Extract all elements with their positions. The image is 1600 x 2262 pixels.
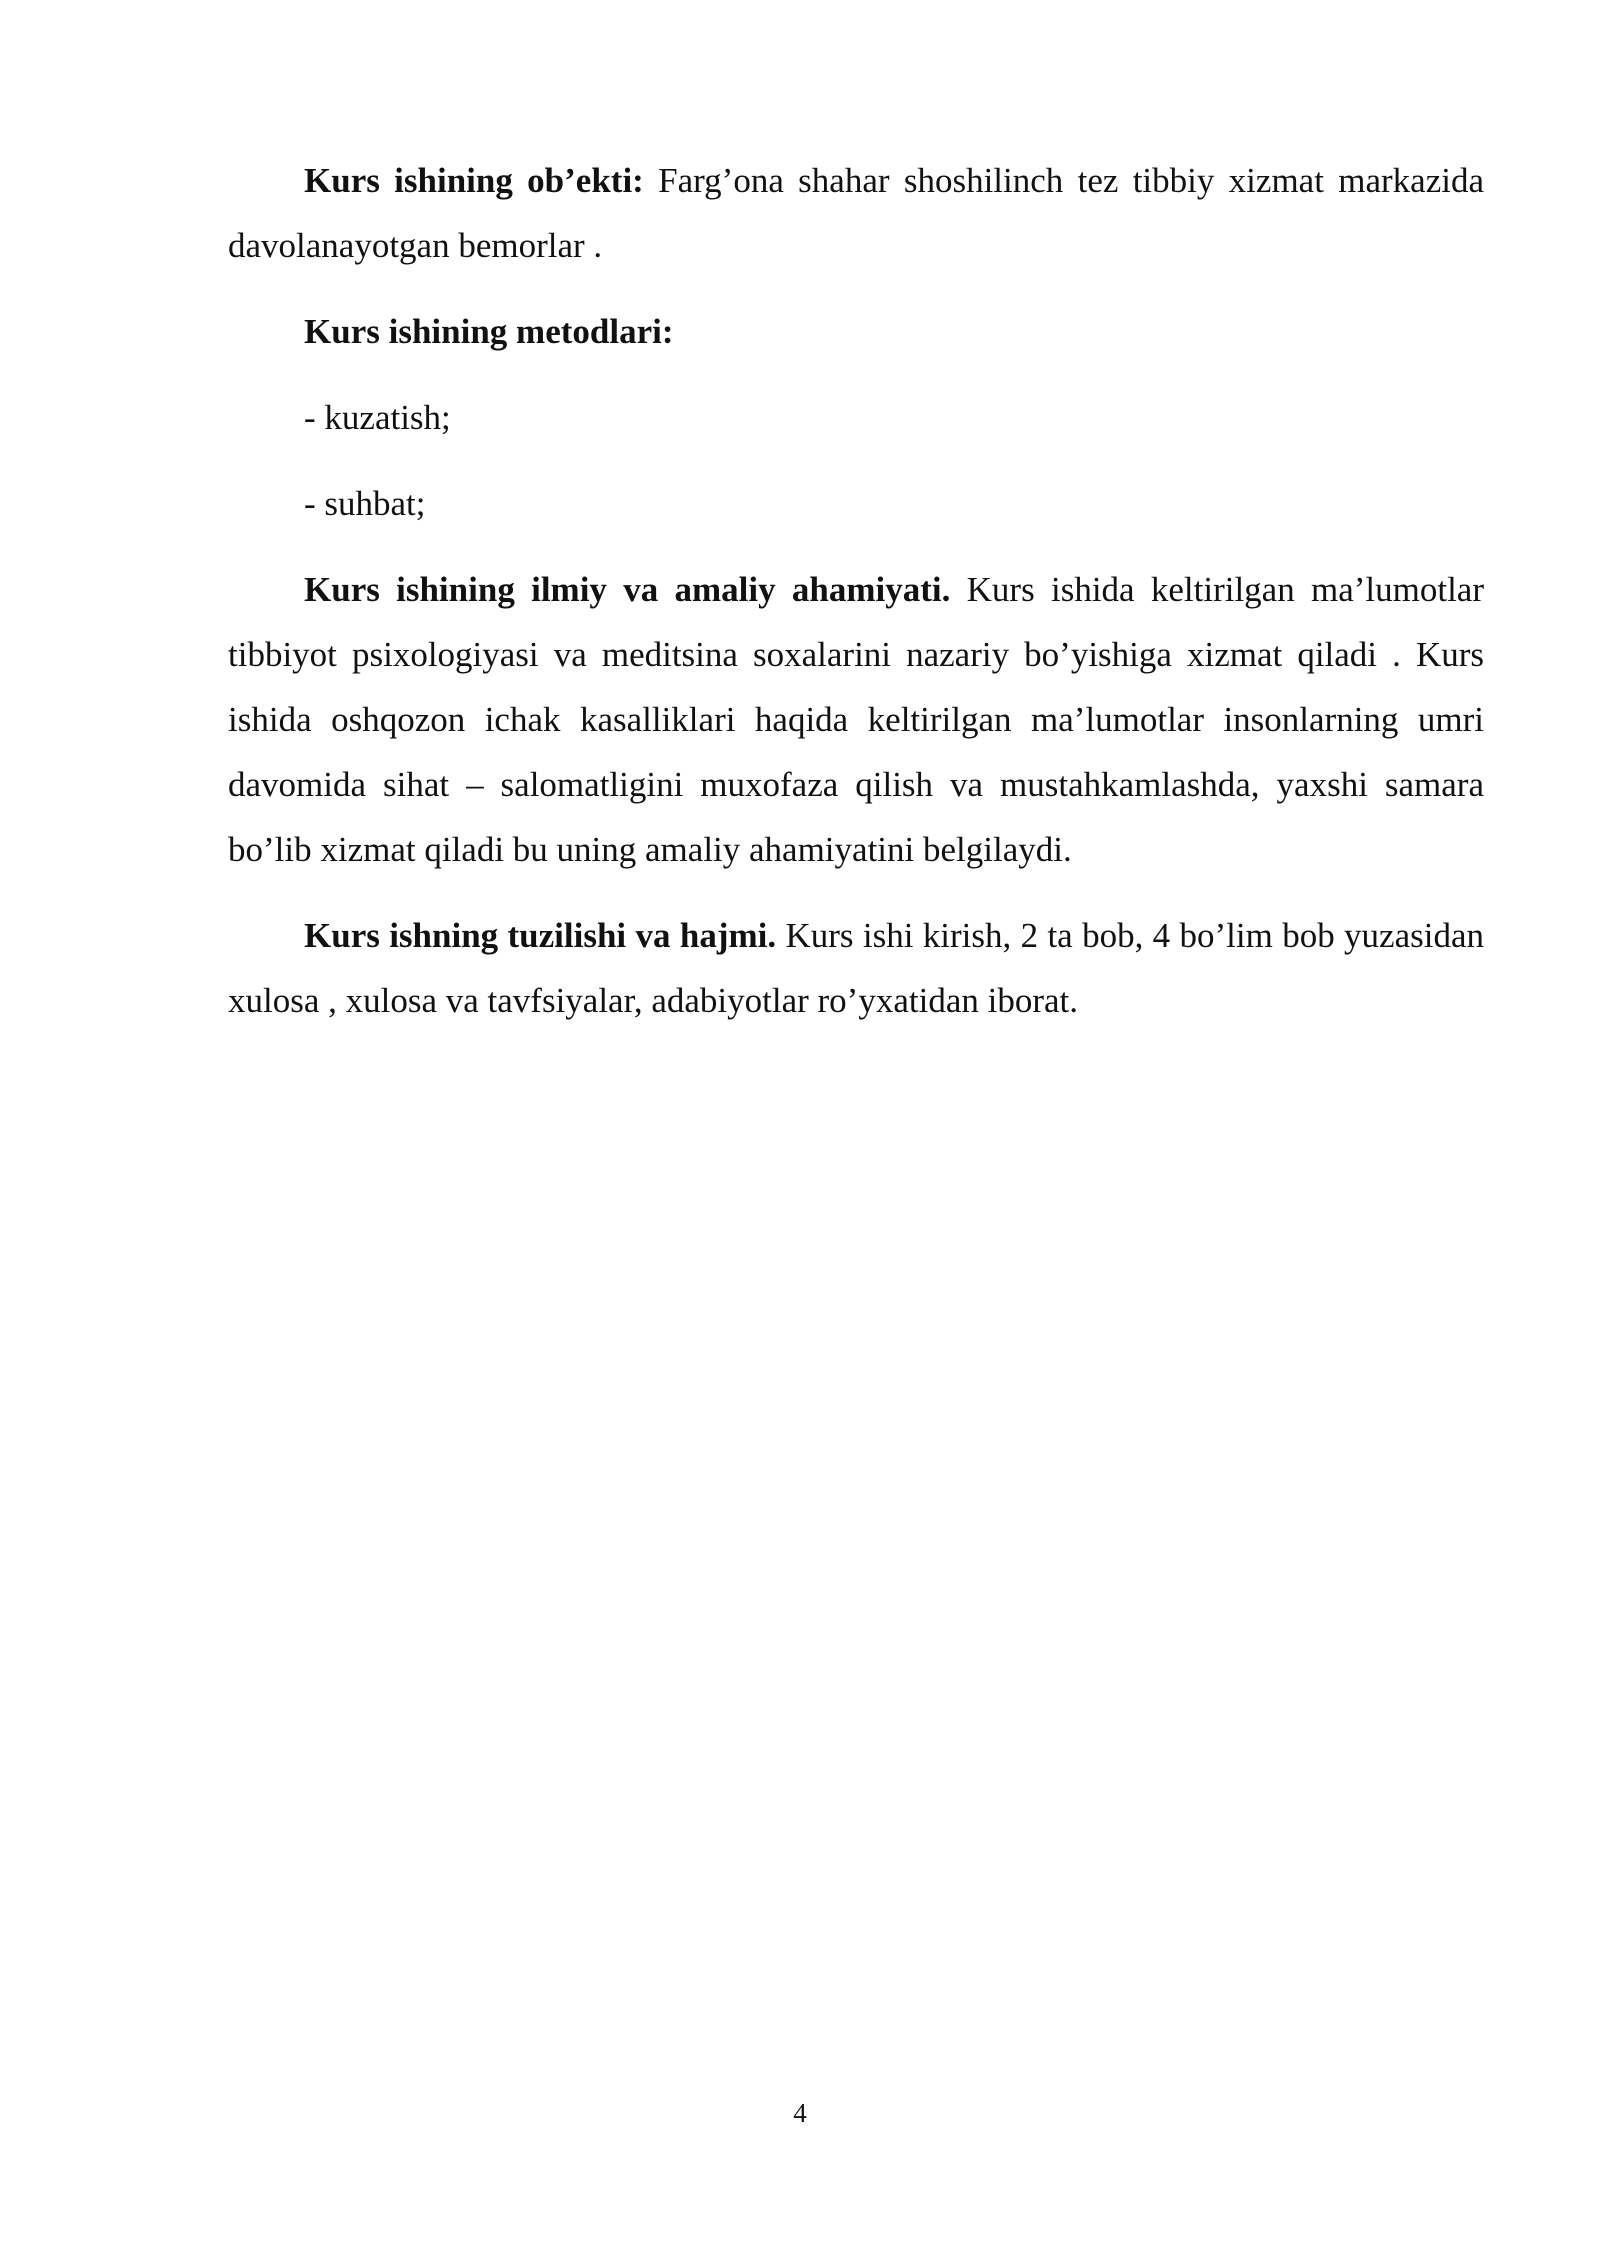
methods-heading: Kurs ishining metodlari:	[304, 312, 674, 351]
object-label: Kurs ishining ob’ekti:	[304, 161, 644, 200]
page-number: 4	[793, 2098, 807, 2128]
methods-item-observation: - kuzatish;	[304, 398, 451, 437]
object-text: Farg’ona shahar shoshilinch tez tibbiy xizmat markazida davolanayotgan bemorlar .	[228, 161, 1484, 265]
structure-text: Kurs ishi kirish, 2 ta bob, 4 bo’lim bob yuzasidan xulosa , xulosa va tavfsiyalar, adabiyotlar ro’yxatidan iborat.	[228, 916, 1484, 1020]
structure-label: Kurs ishning tuzilishi va hajmi.	[304, 916, 777, 955]
significance-text: Kurs ishida keltirilgan ma’lumotlar tibbiyot psixologiyasi va meditsina soxalarini nazariy bo’yishiga xizmat qiladi . Kurs ishida oshqozon ichak kasalliklari haqida keltirilgan ma’lumotlar insonlarning umri davomida sihat – salomatligini muxofaza qilish va mustahkamlashda, yaxshi samara bo’lib xizmat qiladi bu uning amaliy ahamiyatini belgilaydi.	[228, 570, 1484, 869]
significance-paragraph	[228, 557, 1484, 882]
significance-label: Kurs ishining ilmiy va amaliy ahamiyati.	[304, 570, 951, 609]
page-body	[228, 148, 1484, 1054]
object-paragraph	[228, 148, 1484, 278]
methods-item-interview: - suhbat;	[304, 484, 426, 523]
structure-paragraph	[228, 903, 1484, 1033]
